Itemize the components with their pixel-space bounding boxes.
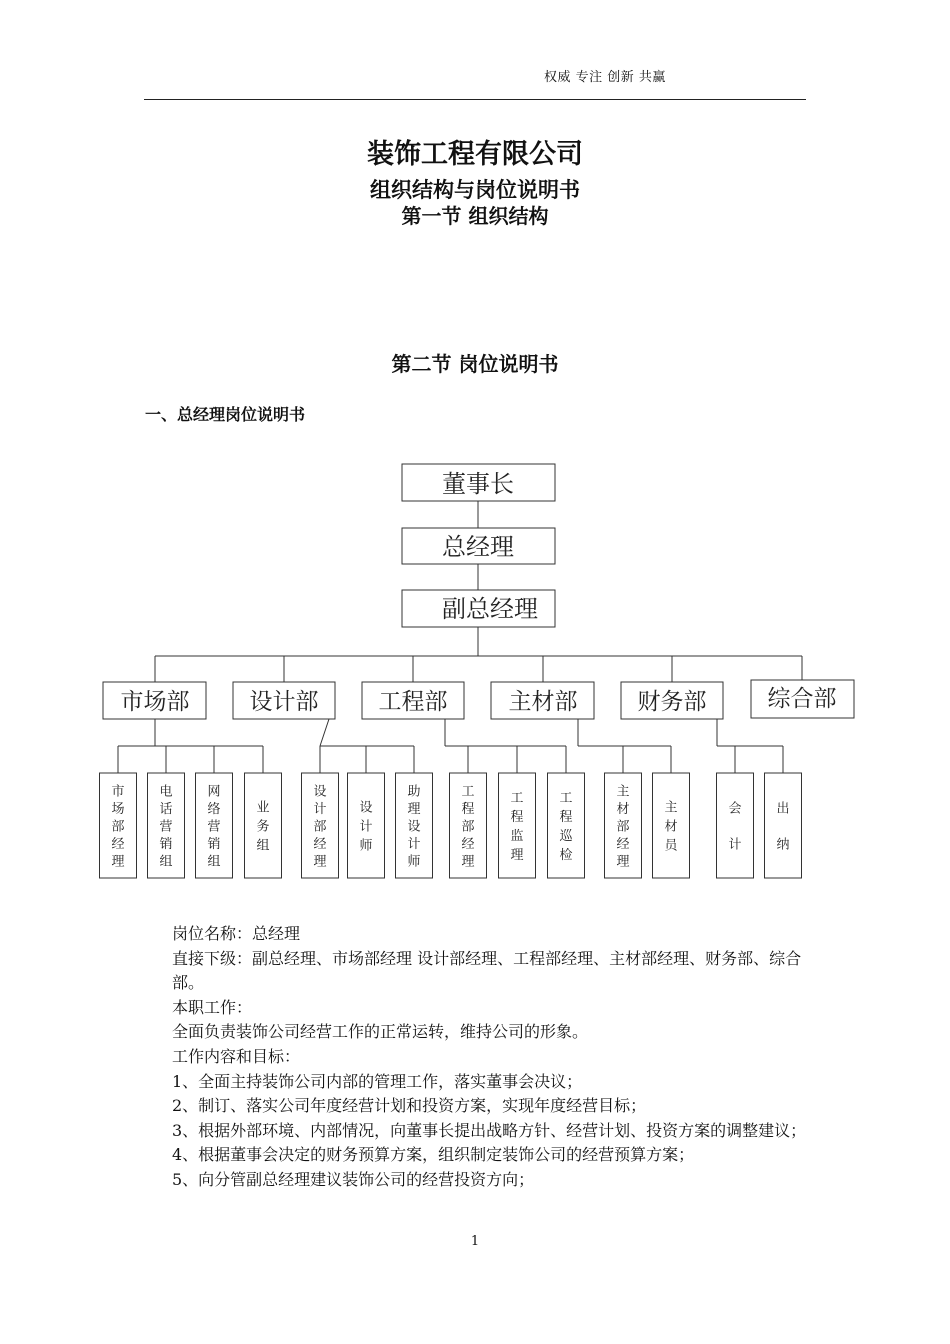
body-line-item-3: 3、根据外部环境、内部情况，向董事长提出战略方针、经营计划、投资方案的调整建议； — [172, 1120, 807, 1140]
body-line-duty-heading: 本职工作： — [172, 997, 253, 1017]
org-node-chairman — [402, 464, 555, 501]
body-line-subordinates: 直接下级：副总经理、市场部经理 设计部经理、工程部经理、主材部经理、财务部、综合部。 — [172, 948, 802, 993]
org-dept-general-affairs-label: 综合部 — [767, 686, 837, 712]
org-dept-finance — [621, 682, 723, 719]
org-sub-node — [548, 773, 585, 878]
org-sub-node-label: 网络营销组 — [207, 784, 221, 870]
org-dept-materials-label: 主材部 — [508, 689, 578, 715]
org-sub-node-label: 出纳 — [776, 801, 790, 853]
org-sub-node-label: 工程部经理 — [461, 784, 475, 870]
org-sub-node — [450, 773, 487, 878]
org-sub-node-label: 工程巡检 — [559, 791, 573, 863]
company-title: 装饰工程有限公司 — [367, 139, 583, 170]
body-line-duty: 全面负责装饰公司经营工作的正常运转，维持公司的形象。 — [172, 1022, 589, 1042]
org-sub-node-label: 主材员 — [664, 800, 678, 854]
body-line-item-2: 2、制订、落实公司年度经营计划和投资方案，实现年度经营目标； — [172, 1096, 647, 1116]
document-title: 组织结构与岗位说明书 — [370, 178, 580, 202]
body-line-item-1: 1、全面主持装饰公司内部的管理工作，落实董事会决议； — [172, 1071, 583, 1091]
page-number: 1 — [470, 1234, 480, 1249]
body-line-goals-heading: 工作内容和目标： — [172, 1046, 301, 1066]
section-1-heading: 第一节 组织结构 — [401, 204, 549, 228]
org-sub-node — [653, 773, 690, 878]
org-sub-node — [302, 773, 339, 878]
org-dept-design-label: 设计部 — [249, 689, 319, 715]
org-sub-node — [396, 773, 433, 878]
org-sub-node-label: 业务组 — [256, 800, 270, 854]
org-dept-engineering — [362, 682, 464, 719]
org-sub-node-label: 工程监理 — [510, 791, 524, 863]
org-sub-node — [148, 773, 185, 878]
org-node-general-manager — [402, 528, 555, 564]
org-dept-market-label: 市场部 — [120, 689, 190, 715]
org-dept-design — [233, 682, 335, 719]
org-sub-node-label: 主材部经理 — [616, 784, 630, 870]
org-sub-node-label: 设计部经理 — [313, 784, 327, 870]
org-sub-node-label: 电话营销组 — [159, 784, 173, 870]
org-node-general-manager-label: 总经理 — [442, 533, 514, 561]
org-node-deputy-gm — [402, 590, 555, 627]
org-node-deputy-gm-label: 副总经理 — [442, 595, 538, 623]
body-line-item-4: 4、根据董事会决定的财务预算方案，组织制定装饰公司的经营预算方案； — [172, 1145, 695, 1165]
body-line-position: 岗位名称：总经理 — [172, 924, 301, 943]
org-sub-node-label: 设计师 — [359, 800, 373, 854]
org-sub-node-label: 助理设计师 — [407, 784, 421, 870]
org-sub-node — [499, 773, 536, 878]
org-sub-node — [717, 773, 754, 878]
org-dept-finance-label: 财务部 — [637, 689, 707, 715]
org-sub-node — [605, 773, 642, 878]
header-tagline: 权威 专注 创新 共赢 — [544, 70, 666, 85]
section-2-heading: 第二节 岗位说明书 — [391, 352, 559, 376]
body-line-item-5: 5、向分管副总经理建议装饰公司的经营投资方向； — [172, 1169, 535, 1189]
org-sub-node-label: 会计 — [728, 801, 742, 853]
org-node-chairman-label: 董事长 — [442, 470, 514, 498]
org-sub-node — [245, 773, 282, 878]
org-dept-general-affairs — [751, 680, 854, 718]
org-dept-engineering-label: 工程部 — [378, 689, 448, 715]
org-sub-node — [100, 773, 137, 878]
org-sub-node-label: 市场部经理 — [111, 784, 125, 870]
job-description-body — [172, 922, 812, 1193]
org-sub-node — [348, 773, 385, 878]
org-dept-materials — [491, 682, 594, 719]
org-dept-market — [103, 682, 206, 719]
org-sub-node — [196, 773, 233, 878]
subsection-heading: 一、总经理岗位说明书 — [145, 405, 306, 424]
org-sub-nodes — [100, 773, 802, 878]
org-sub-node — [765, 773, 802, 878]
